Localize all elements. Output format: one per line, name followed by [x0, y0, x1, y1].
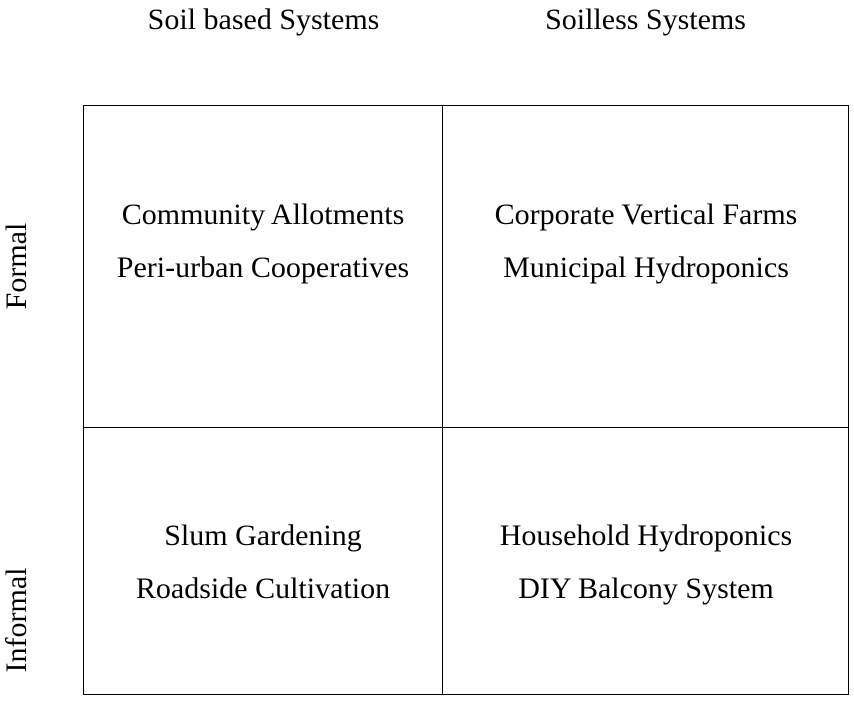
cell-item: Household Hydroponics — [499, 519, 793, 552]
cell-item: Community Allotments — [121, 198, 405, 231]
vertical-divider — [442, 106, 443, 694]
cell-item: Municipal Hydroponics — [503, 251, 789, 284]
cell-informal-soilless — [444, 509, 848, 615]
cell-item: DIY Balcony System — [518, 572, 774, 605]
cell-formal-soil-based — [84, 188, 442, 294]
column-header-soilless: Soilless Systems — [545, 3, 746, 36]
cell-formal-soilless — [444, 188, 848, 294]
row-header-formal: Formal — [0, 222, 33, 310]
cell-item: Peri-urban Cooperatives — [116, 251, 410, 284]
cell-item: Slum Gardening — [164, 519, 362, 552]
cell-item: Corporate Vertical Farms — [494, 198, 798, 231]
row-header-informal: Informal — [0, 567, 33, 673]
column-header-soil-based: Soil based Systems — [147, 3, 380, 36]
cell-item: Roadside Cultivation — [135, 572, 391, 605]
horizontal-divider — [84, 427, 848, 428]
cell-informal-soil-based — [84, 509, 442, 615]
